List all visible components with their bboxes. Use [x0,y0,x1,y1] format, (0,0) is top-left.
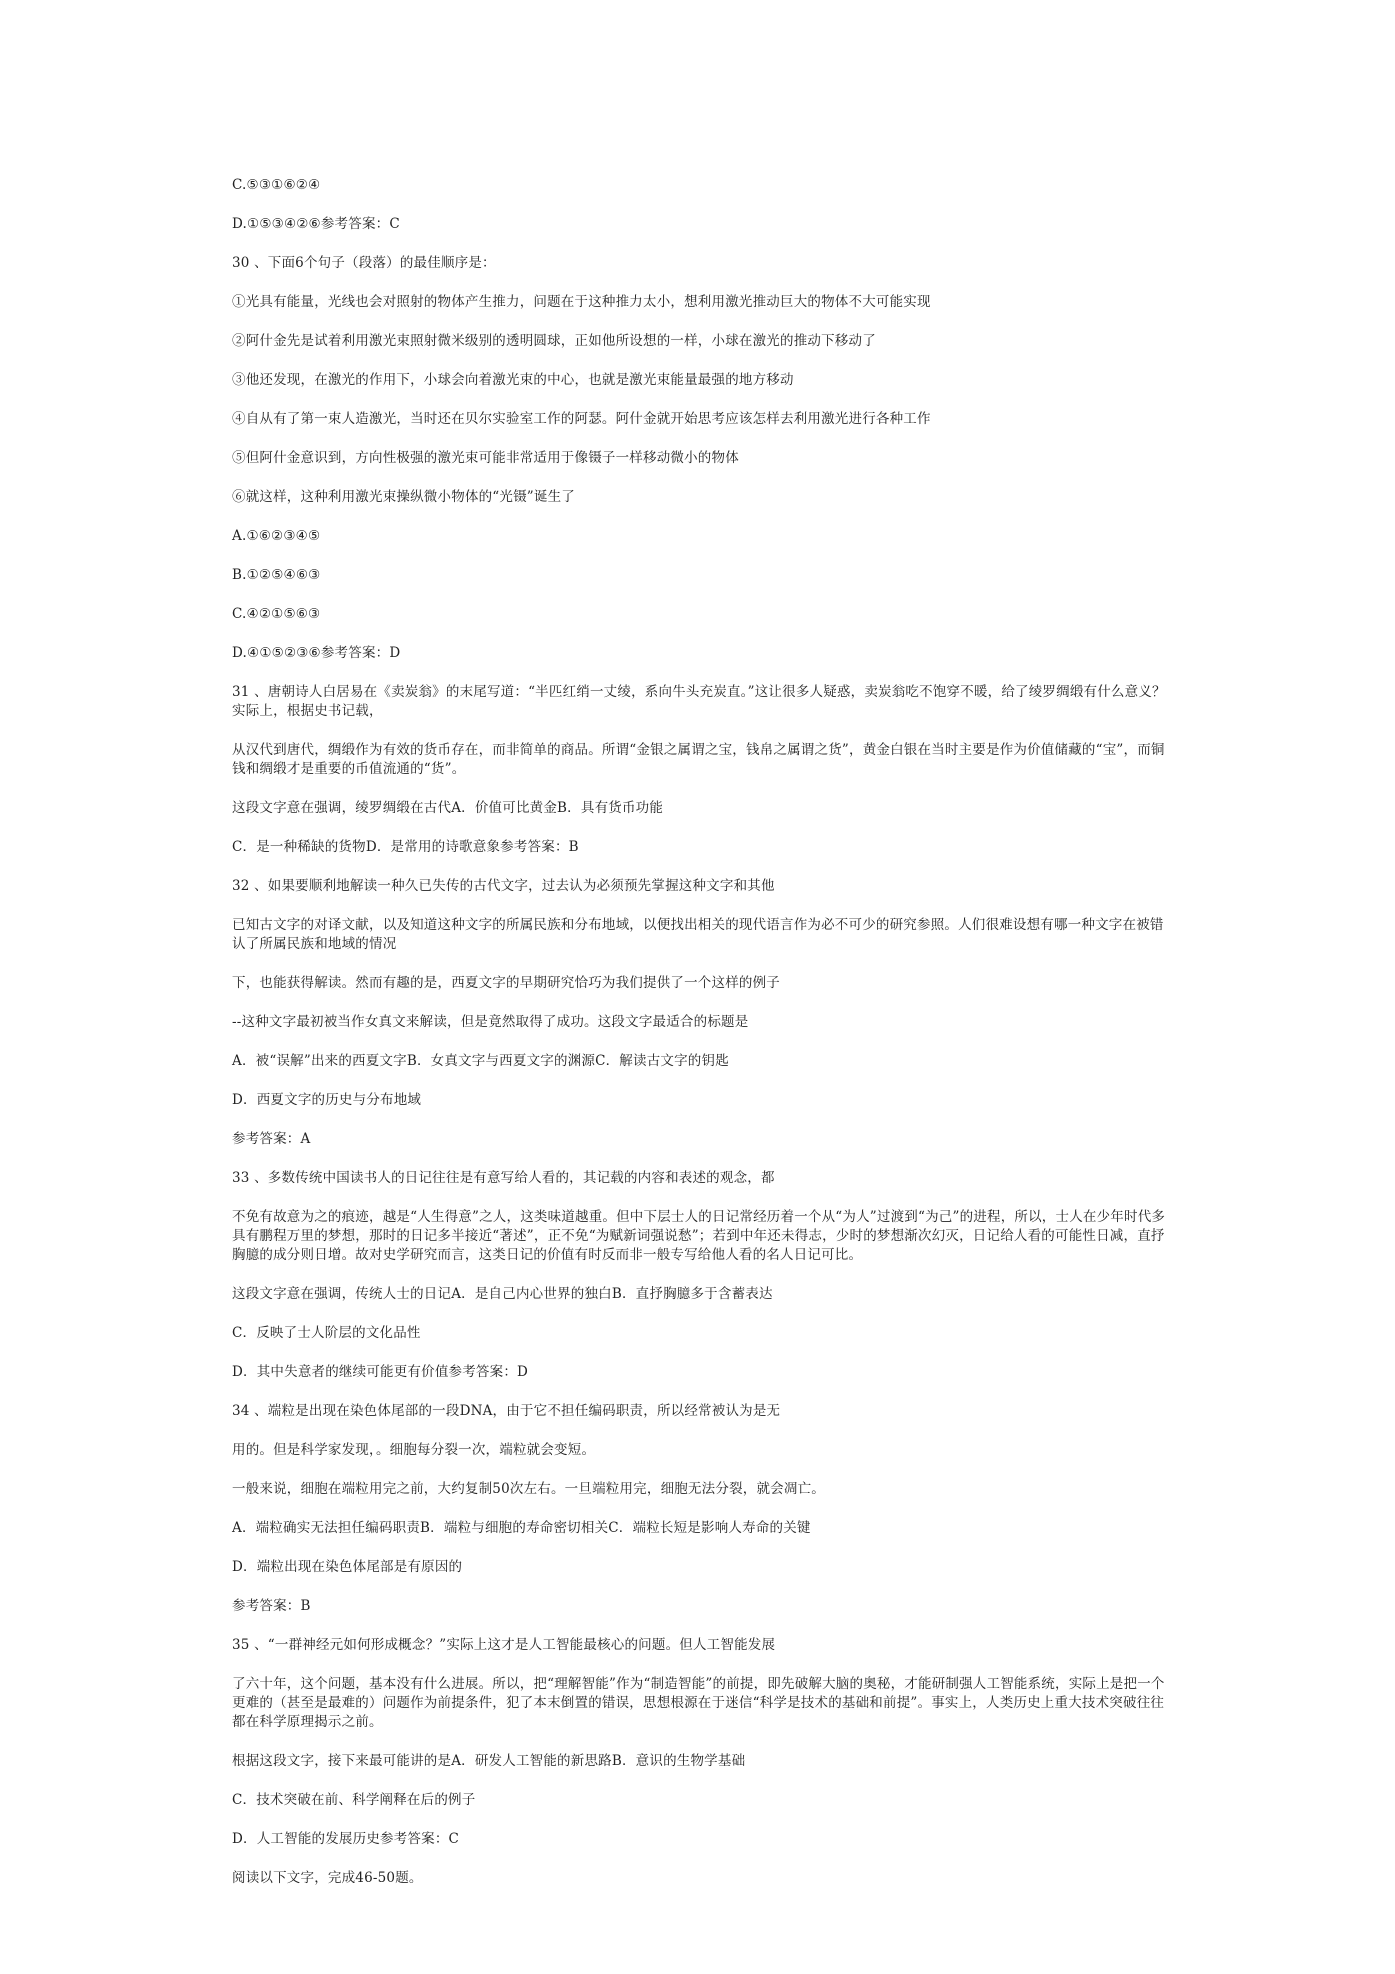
answer-option: B.①②⑤④⑥③ [232,567,321,583]
document-body [232,176,1172,1908]
paragraph: 不免有故意为之的痕迹，越是“人生得意”之人，这类味道越重。但中下层士人的日记常经历着一个从“为人”过渡到“为己”的进程，所以，士人在少年时代多具有鹏程万里的梦想，那时的日记多半接近“著述”，正不免“为赋新词强说愁”；若到中年还未得志，少时的梦想渐次幻灭，日记给人看的可能性日减，直抒胸臆的成分则日增。故对史学研究而言，这类日记的价值有时反而非一般专写给他人看的名人日记可比。 [232,1209,1166,1263]
answer-option: C.④②①⑤⑥③ [232,606,321,622]
paragraph: A．端粒确实无法担任编码职责B．端粒与细胞的寿命密切相关C．端粒长短是影响人寿命的关键 [232,1520,811,1536]
paragraph: 根据这段文字，接下来最可能讲的是A．研发人工智能的新思路B．意识的生物学基础 [232,1753,746,1769]
paragraph: 了六十年，这个问题，基本没有什么进展。所以，把“理解智能”作为“制造智能”的前提，即先破解大脑的奥秘，才能研制强人工智能系统，实际上是把一个更难的（甚至是最难的）问题作为前提条件，犯了本末倒置的错误，思想根源在于迷信“科学是技术的基础和前提”。事实上，人类历史上重大技术突破往往都在科学原理揭示之前。 [232,1676,1165,1730]
question-34-stem: 34 、端粒是出现在染色体尾部的一段DNA，由于它不担任编码职责，所以经常被认为是无 [232,1403,781,1419]
paragraph: 参考答案：B [232,1598,311,1614]
paragraph: 用的。但是科学家发现，。细胞每分裂一次，端粒就会变短。 [232,1442,596,1458]
question-30-stem: 30 、下面6个句子（段落）的最佳顺序是： [232,255,496,271]
paragraph: --这种文字最初被当作女真文来解读，但是竟然取得了成功。这段文字最适合的标题是 [232,1014,749,1030]
paragraph: 一般来说，细胞在端粒用完之前，大约复制50次左右。一旦端粒用完，细胞无法分裂，就会凋亡。 [232,1481,825,1497]
paragraph: ⑤但阿什金意识到，方向性极强的激光束可能非常适用于像镊子一样移动微小的物体 [232,450,739,466]
question-35-stem: 35 、“一群神经元如何形成概念？”实际上这才是人工智能最核心的问题。但人工智能发展 [232,1637,776,1653]
paragraph: C．技术突破在前、科学阐释在后的例子 [232,1792,476,1808]
paragraph: ④自从有了第一束人造激光，当时还在贝尔实验室工作的阿瑟。阿什金就开始思考应该怎样去利用激光进行各种工作 [232,411,931,427]
paragraph: 这段文字意在强调，绫罗绸缎在古代A．价值可比黄金B．具有货币功能 [232,800,664,816]
question-32-stem: 32 、如果要顺利地解读一种久已失传的古代文字，过去认为必须预先掌握这种文字和其他 [232,878,775,894]
question-31-stem: 31 、唐朝诗人白居易在《卖炭翁》的末尾写道：“半匹红绡一丈绫，系向牛头充炭直。”这让很多人疑惑，卖炭翁吃不饱穿不暖，给了绫罗绸缎有什么意义？实际上，根据史书记载， [232,684,1166,719]
paragraph: D．人工智能的发展历史参考答案：C [232,1831,460,1847]
paragraph: C.⑤③①⑥②④ [232,177,321,193]
paragraph: 从汉代到唐代，绸缎作为有效的货币存在，而非简单的商品。所谓“金银之属谓之宝，钱帛之属谓之货”，黄金白银在当时主要是作为价值储藏的“宝”，而铜钱和绸缎才是重要的币值流通的“货”。 [232,742,1165,777]
paragraph: 参考答案：A [232,1131,311,1147]
paragraph: D．其中失意者的继续可能更有价值参考答案：D [232,1364,529,1380]
paragraph: 下，也能获得解读。然而有趣的是，西夏文字的早期研究恰巧为我们提供了一个这样的例子 [232,975,780,991]
answer-option: A.①⑥②③④⑤ [232,528,321,544]
paragraph: ③他还发现，在激光的作用下，小球会向着激光束的中心，也就是激光束能量最强的地方移动 [232,372,794,388]
paragraph: ①光具有能量，光线也会对照射的物体产生推力，问题在于这种推力太小，想利用激光推动巨大的物体不大可能实现 [232,294,931,310]
paragraph: 已知古文字的对译文献，以及知道这种文字的所属民族和分布地域，以便找出相关的现代语言作为必不可少的研究参照。人们很难设想有哪一种文字在被错认了所属民族和地域的情况 [232,917,1164,952]
question-33-stem: 33 、多数传统中国读书人的日记往往是有意写给人看的，其记载的内容和表述的观念，都 [232,1170,775,1186]
paragraph: 这段文字意在强调，传统人士的日记A．是自己内心世界的独白B．直抒胸臆多于含蓄表达 [232,1286,773,1302]
paragraph: ⑥就这样，这种利用激光束操纵微小物体的“光镊”诞生了 [232,489,576,505]
paragraph: C．反映了士人阶层的文化品性 [232,1325,421,1341]
reading-instruction: 阅读以下文字，完成46-50题。 [232,1870,423,1886]
paragraph: C．是一种稀缺的货物D．是常用的诗歌意象参考答案：B [232,839,579,855]
paragraph: D．端粒出现在染色体尾部是有原因的 [232,1559,463,1575]
paragraph: ②阿什金先是试着利用激光束照射微米级别的透明圆球，正如他所设想的一样，小球在激光的推动下移动了 [232,333,876,349]
answer-option: D.④①⑤②③⑥参考答案：D [232,645,401,661]
paragraph: A．被“误解”出来的西夏文字B．女真文字与西夏文字的渊源C．解读古文字的钥匙 [232,1053,729,1069]
paragraph: D.①⑤③④②⑥参考答案：C [232,216,400,232]
paragraph: D．西夏文字的历史与分布地域 [232,1092,422,1108]
